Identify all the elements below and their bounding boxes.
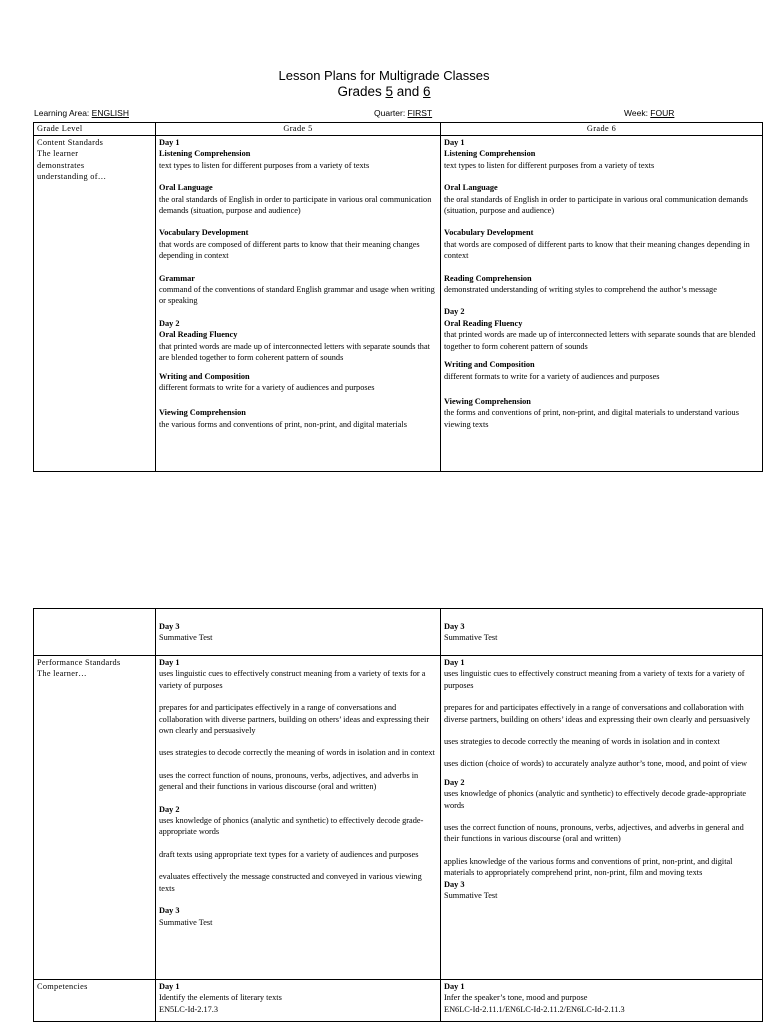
day3-row [34, 609, 763, 656]
grade6-content-cell: Day 1 Listening Comprehension text types to listen for different purposes from a variety of texts Oral Language the oral standards of English in order to participate in various oral communication demands (situation, purpose and audience) Vocabulary Development that words are composed of different parts to know that their meaning changes depending in context Reading Comprehension demonstrated understanding of writing styles to comprehend the author’s message Day 2 Oral Reading Fluency that printed words are made up of interconnected letters with separate sounds that are blended together to form coherent pattern of sounds Writing and Composition different formats to write for a variety of audiences and purposes Viewing Comprehension the forms and conventions of print, non-print, and digital materials to understand various viewing texts [441, 136, 763, 472]
content-standards-label: Content Standards The learner demonstrates understanding of… [34, 136, 156, 472]
table-header-row [34, 123, 763, 136]
performance-standards-table [33, 608, 763, 1022]
grade6-competency-cell: Day 1 Infer the speaker’s tone, mood and purpose EN6LC-Id-2.11.1/EN6LC-Id-2.11.2/EN6LC-Id-2.11.3 [441, 980, 763, 1022]
header-grade-6: Grade 6 [441, 123, 763, 136]
grade5-competency-cell: Day 1 Identify the elements of literary texts EN5LC-Id-2.17.3 [156, 980, 441, 1022]
performance-standards-row [34, 656, 763, 980]
content-standards-table [33, 122, 763, 472]
competencies-row [34, 980, 763, 1022]
header-grade-level: Grade Level [34, 123, 156, 136]
grade5-performance-cell: Day 1 uses linguistic cues to effectively construct meaning from a variety of texts for a variety of purposes prepares for and participates effectively in a range of conversations and collaboration with diverse partners, building on others’ ideas and expressing their own clearly and persuasively uses strategies to decode correctly the meaning of words in isolation and in context uses the correct function of nouns, pronouns, verbs, adjectives, and adverbs in general and their functions in various discourse (oral and written) Day 2 uses knowledge of phonics (analytic and synthetic) to effectively decode grade-appropriate words draft texts using appropriate text types for a variety of audiences and purposes evaluates effectively the message constructed and conveyed in various viewing texts Day 3 Summative Test [156, 656, 441, 980]
week: Week: FOUR [624, 108, 675, 118]
day3-empty-cell [34, 609, 156, 656]
content-standards-row [34, 136, 763, 472]
header-grade-5: Grade 5 [156, 123, 441, 136]
grade6-performance-cell: Day 1 uses linguistic cues to effectively construct meaning from a variety of texts for a variety of purposes prepares for and participates effectively in a range of conversations and collaboration with diverse partners, building on others’ ideas and expressing their own clearly and persuasively uses strategies to decode correctly the meaning of words in isolation and in context uses diction (choice of words) to accurately analyze author’s tone, mood, and point of view Day 2 uses knowledge of phonics (analytic and synthetic) to effectively decode grade-appropriate words uses the correct function of nouns, pronouns, verbs, adjectives, and adverbs in general and their functions in various discourse (oral and written) applies knowledge of the various forms and conventions of print, non-print, and digital materials to appropriately comprehend print, non-print, film and moving texts Day 3 Summative Test [441, 656, 763, 980]
document-title: Lesson Plans for Multigrade Classes [278, 68, 490, 83]
competencies-label: Competencies [34, 980, 156, 1022]
grade6-day3-cell: Day 3 Summative Test [441, 609, 763, 656]
grade5-content-cell: Day 1 Listening Comprehension text types to listen for different purposes from a variety of texts Oral Language the oral standards of English in order to participate in various oral communication demands (situation, purpose and audience) Vocabulary Development that words are composed of different parts to know that their meaning changes depending in context Grammar command of the conventions of standard English grammar and usage when writing or speaking Day 2 Oral Reading Fluency that printed words are made up of interconnected letters with separate sounds that are blended together to form coherent pattern of sounds Writing and Composition different formats to write for a variety of audiences and purposes Viewing Comprehension the various forms and conventions of print, non-print, and digital materials [156, 136, 441, 472]
performance-standards-label: Performance Standards The learner… [34, 656, 156, 980]
quarter: Quarter: FIRST [374, 108, 433, 118]
learning-area: Learning Area: ENGLISH [34, 108, 129, 118]
grade5-day3-cell: Day 3 Summative Test [156, 609, 441, 656]
document-subtitle: Grades 5 and 6 [337, 84, 431, 99]
